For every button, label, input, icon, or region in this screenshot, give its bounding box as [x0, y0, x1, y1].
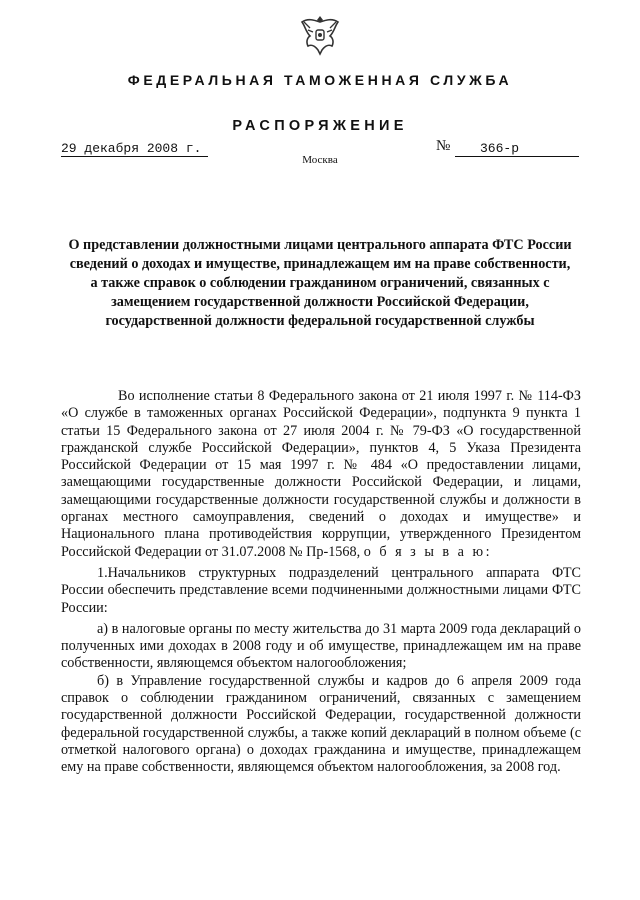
document-type: РАСПОРЯЖЕНИЕ [232, 118, 408, 134]
item-1b: б) в Управление государственной службы и кадров до 6 апреля 2009 года справок о соблюдении гражданином ограничений, связанных с замещением государственной должности Российской Федерации, государственной должности федеральной государственной службы, а также копий деклараций в полном объеме (с отметкой налогового органа) о доходах гражданина и имуществе, принадлежащем ему на праве собственности, являющемся объектом налогообложения, за 2008 год. [61, 672, 581, 776]
document-body [61, 388, 581, 777]
coat-of-arms-icon [296, 10, 344, 58]
agency-name: ФЕДЕРАЛЬНАЯ ТАМОЖЕННАЯ СЛУЖБА [127, 72, 513, 88]
title-line: государственной должности федеральной государственной службы [105, 313, 535, 329]
item-1: 1.Начальников структурных подразделений центрального аппарата ФТС России обеспечить представление всеми подчиненными должностными лицами ФТС России: [61, 564, 581, 616]
title-line: замещением государственной должности Российской Федерации, [111, 294, 529, 310]
document-title [40, 236, 600, 331]
obligate-word: о б я з ы в а ю: [363, 543, 493, 560]
document-number: 366-р [455, 141, 579, 157]
preamble-text: Во исполнение статьи 8 Федерального закона от 21 июля 1997 г. № 114-ФЗ «О службе в таможенных органах Российской Федерации», подпункта 9 пункта 1 статьи 15 Федерального закона от 27 июля 2004 г. № 79-ФЗ «О государственной гражданской службе Российской Федерации», пунктов 4, 5 Указа Президента Российской Федерации от 15 мая 1997 г. № 484 «О предоставлении лицами, замещающими государственные должности Российской Федерации, и лицами, замещающими государственные должности государственной службы и должности в органах местного самоуправления, сведений о доходах и имуществе» и Национального плана противодействия коррупции, утвержденного Президентом Российской Федерации от 31.07.2008 № Пр-1568, [61, 388, 581, 560]
number-label: № [436, 138, 451, 154]
title-line: а также справок о соблюдении гражданином ограничений, связанных с [90, 275, 550, 291]
city: Москва [302, 154, 338, 166]
preamble-paragraph [61, 388, 581, 561]
title-line: сведений о доходах и имуществе, принадлежащем им на праве собственности, [69, 256, 571, 272]
document-date: 29 декабря 2008 г. [61, 141, 208, 157]
title-line: О представлении должностными лицами центрального аппарата ФТС России [68, 237, 572, 253]
item-1a: а) в налоговые органы по месту жительства до 31 марта 2009 года деклараций о полученных ими доходах в 2008 году и об имуществе, принадлежащем им на праве собственности, являющемся объектом налогообложения; [61, 620, 581, 672]
